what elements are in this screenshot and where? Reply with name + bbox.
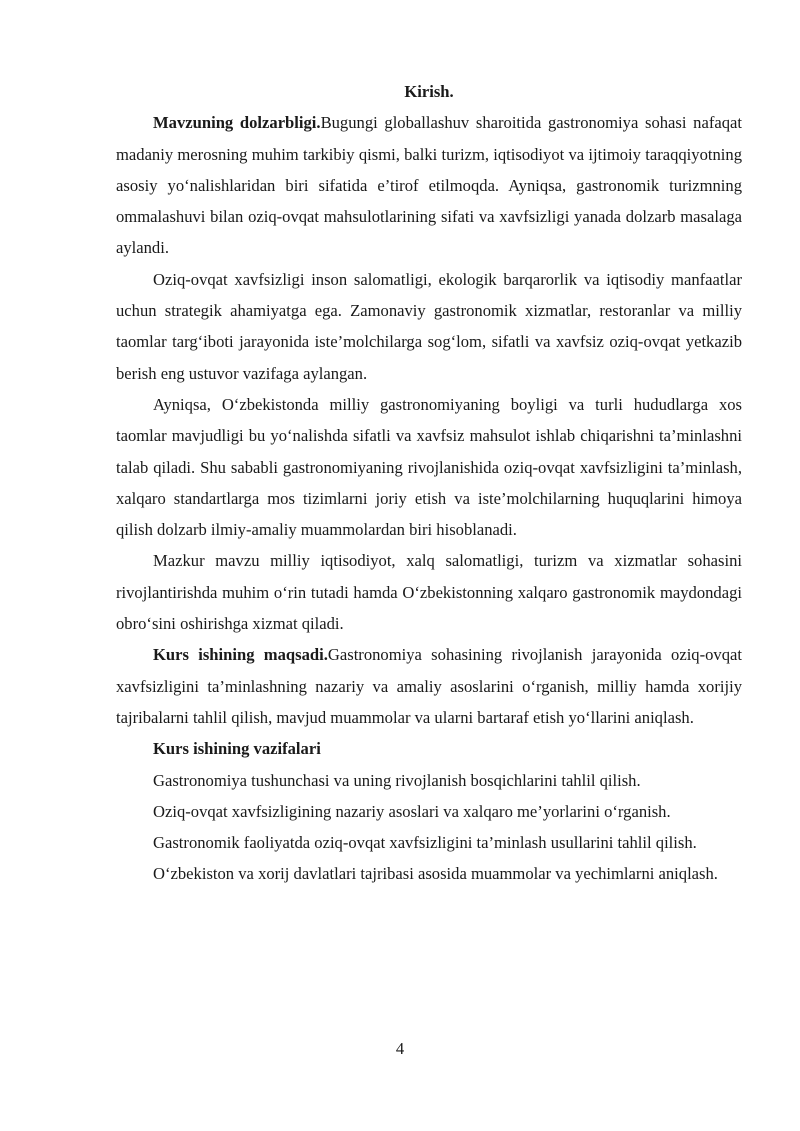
paragraph-food-safety: Oziq-ovqat xavfsizligi inson salomatligi, ekologik barqarorlik va iqtisodiy manfaatlar uchun strategik ahamiyatga ega. Zamonaviy gastronomik xizmatlar, restoranlar va milliy taomlar targ‘iboti jarayonida iste’molchilarga sog‘lom, sifatli va xavfsiz oziq-ovqat yetkazib berish eng ustuvor vazifaga aylangan. [116,269,742,383]
task-item: Oziq-ovqat xavfsizligining nazariy asoslari va xalqaro me’yorlarini o‘rganish. [153,801,671,821]
section-heading: Kirish. [404,82,454,101]
task-item: Gastronomiya tushunchasi va uning rivojlanish bosqichlarini tahlil qilish. [153,770,641,790]
paragraph-text: Bugungi globallashuv sharoitida gastronomiya sohasi nafaqat madaniy merosning muhim tarkibiy qismi, balki turizm, iqtisodiyot va ijtimoiy taraqqiyotning asosiy yo‘nalishlaridan biri sifatida e’tirof etilmoqda. Ayniqsa, gastronomik turizmning ommalashuvi bilan oziq-ovqat mahsulotlarining sifati va xavfsizligi yanada dolzarb masalaga aylandi. [116,113,742,258]
paragraph-lead: Kurs ishining maqsadi. [153,645,328,665]
page-number: 4 [395,1039,405,1058]
paragraph-relevance [116,107,742,263]
paragraph-text: Gastronomiya sohasining rivojlanish jarayonida oziq-ovqat xavfsizligini ta’minlashning nazariy va amaliy asoslarini o‘rganish, milliy hamda xorijiy tajribalarni tahlil qilish, mavjud muammolar va ularni bartaraf etish yo‘llarini aniqlash. [116,645,742,727]
paragraph-topic-importance: Mazkur mavzu milliy iqtisodiyot, xalq salomatligi, turizm va xizmatlar sohasini rivojlantirishda muhim o‘rin tutadi hamda O‘zbekistonning xalqaro gastronomik maydondagi obro‘sini oshirishga xizmat qiladi. [116,551,742,634]
paragraph-goal [116,639,742,733]
document-body [116,76,742,890]
task-item: Gastronomik faoliyatda oziq-ovqat xavfsizligini ta’minlash usullarini tahlil qilish. [153,833,697,853]
tasks-heading: Kurs ishining vazifalari [153,739,321,759]
paragraph-uzbekistan: Ayniqsa, O‘zbekistonda milliy gastronomiyaning boyligi va turli hududlarga xos taomlar mavjudligi bu yo‘nalishda sifatli va xavfsiz mahsulot ishlab chiqarishni ta’minlashni talab qiladi. Shu sababli gastronomiyaning rivojlanishida oziq-ovqat xavfsizligini ta’minlash, xalqaro standartlarga mos tizimlarni joriy etish va iste’molchilarning huquqlarini himoya qilish dolzarb ilmiy-amaliy muammolardan biri hisoblanadi. [116,394,742,540]
paragraph-lead: Mavzuning dolzarbligi. [153,113,321,133]
task-item: O‘zbekiston va xorij davlatlari tajribasi asosida muammolar va yechimlarni aniqlash. [153,864,718,884]
